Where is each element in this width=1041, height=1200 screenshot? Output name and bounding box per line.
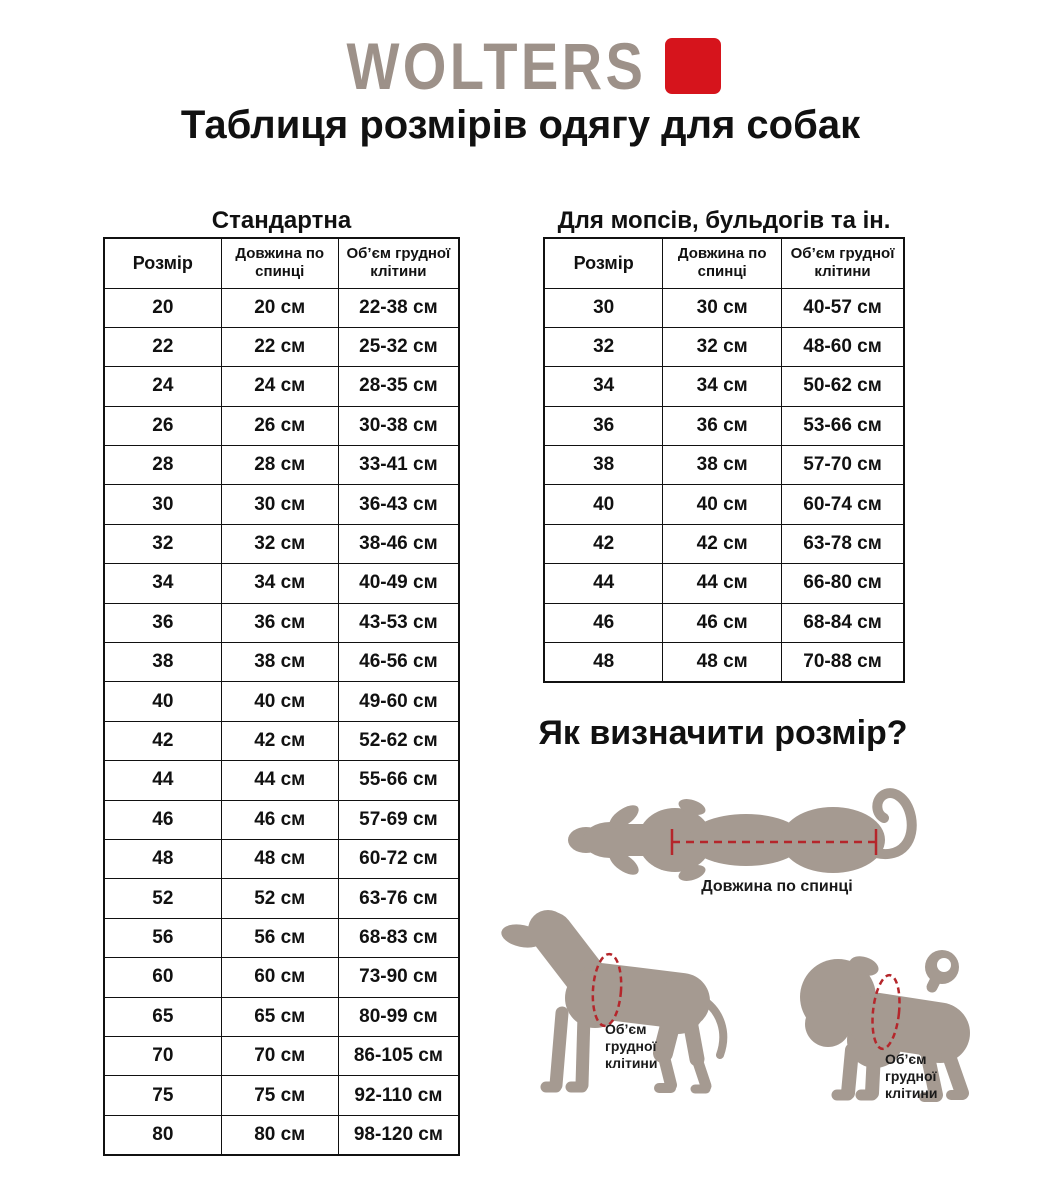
table-row: [104, 564, 459, 603]
table-cell: 36: [544, 406, 663, 445]
table-row: [544, 564, 904, 603]
table-row: [104, 839, 459, 878]
table-cell: 30-38 см: [338, 406, 459, 445]
brand-logo: [0, 26, 1041, 106]
table-row: [544, 643, 904, 682]
table-row: [104, 761, 459, 800]
table-cell: 38 см: [663, 446, 782, 485]
table-cell: 98-120 см: [338, 1115, 459, 1154]
table-cell: 80-99 см: [338, 997, 459, 1036]
table-cell: 46 см: [663, 603, 782, 642]
table-cell: 52 см: [221, 879, 338, 918]
table-cell: 32 см: [663, 327, 782, 366]
top-view-dog-silhouette: [558, 775, 918, 883]
table-row: [104, 958, 459, 997]
table-cell: 34 см: [221, 564, 338, 603]
pugs-size-table: [543, 237, 905, 683]
table-row: [104, 485, 459, 524]
pugs-table-heading: Для мопсів, бульдогів та ін.: [557, 207, 891, 234]
page-title: Таблиця розмірів одягу для собак: [180, 103, 861, 147]
table-cell: 48-60 см: [782, 327, 904, 366]
standard-table-heading: Стандартна: [211, 207, 352, 234]
table-row: [544, 524, 904, 563]
table-cell: 30 см: [221, 485, 338, 524]
table-row: [104, 682, 459, 721]
table-cell: 25-32 см: [338, 327, 459, 366]
table-cell: 44 см: [663, 564, 782, 603]
table-cell: 60-74 см: [782, 485, 904, 524]
table-cell: 33-41 см: [338, 446, 459, 485]
table-row: [104, 1115, 459, 1154]
back-length-label: Довжина по спинці: [701, 878, 853, 895]
table-cell: 70 см: [221, 1036, 338, 1075]
table-cell: 66-80 см: [782, 564, 904, 603]
table-row: [104, 918, 459, 957]
table-cell: 70-88 см: [782, 643, 904, 682]
chest-girth-label-big-dog: Об’єм грудної клітини: [605, 1021, 658, 1071]
table-cell: 36: [104, 603, 221, 642]
table-row: [104, 1036, 459, 1075]
table-cell: 57-69 см: [338, 800, 459, 839]
column-header: Довжина по спинці: [221, 238, 338, 288]
table-cell: 28: [104, 446, 221, 485]
table-cell: 46 см: [221, 800, 338, 839]
table-cell: 24 см: [221, 367, 338, 406]
table-row: [104, 327, 459, 366]
table-cell: 48: [104, 839, 221, 878]
column-header: Розмір: [544, 238, 663, 288]
table-cell: 28-35 см: [338, 367, 459, 406]
table-cell: 44: [544, 564, 663, 603]
table-cell: 70: [104, 1036, 221, 1075]
table-cell: 28 см: [221, 446, 338, 485]
table-cell: 43-53 см: [338, 603, 459, 642]
table-cell: 42: [104, 721, 221, 760]
header-row: [544, 238, 904, 288]
table-cell: 68-83 см: [338, 918, 459, 957]
table-cell: 73-90 см: [338, 958, 459, 997]
table-cell: 48 см: [663, 643, 782, 682]
table-row: [544, 367, 904, 406]
table-cell: 65 см: [221, 997, 338, 1036]
table-cell: 34: [104, 564, 221, 603]
table-cell: 49-60 см: [338, 682, 459, 721]
table-row: [104, 721, 459, 760]
table-row: [544, 288, 904, 327]
table-row: [104, 997, 459, 1036]
table-cell: 40-49 см: [338, 564, 459, 603]
table-row: [104, 603, 459, 642]
table-cell: 34: [544, 367, 663, 406]
table-cell: 48 см: [221, 839, 338, 878]
table-cell: 32: [544, 327, 663, 366]
table-cell: 26 см: [221, 406, 338, 445]
table-cell: 44: [104, 761, 221, 800]
table-cell: 22-38 см: [338, 288, 459, 327]
table-cell: 50-62 см: [782, 367, 904, 406]
table-cell: 53-66 см: [782, 406, 904, 445]
table-cell: 92-110 см: [338, 1076, 459, 1115]
table-cell: 75: [104, 1076, 221, 1115]
table-row: [104, 446, 459, 485]
table-cell: 68-84 см: [782, 603, 904, 642]
table-cell: 38: [104, 643, 221, 682]
table-cell: 52-62 см: [338, 721, 459, 760]
table-row: [544, 603, 904, 642]
table-cell: 40: [104, 682, 221, 721]
table-row: [104, 524, 459, 563]
table-cell: 46: [104, 800, 221, 839]
chest-girth-label-pug: Об’єм грудної клітини: [885, 1051, 938, 1101]
table-row: [544, 446, 904, 485]
table-cell: 44 см: [221, 761, 338, 800]
table-cell: 40-57 см: [782, 288, 904, 327]
table-row: [544, 327, 904, 366]
table-cell: 20: [104, 288, 221, 327]
table-cell: 60 см: [221, 958, 338, 997]
table-cell: 57-70 см: [782, 446, 904, 485]
table-cell: 40: [544, 485, 663, 524]
table-cell: 40 см: [663, 485, 782, 524]
table-row: [104, 288, 459, 327]
table-row: [104, 800, 459, 839]
brand-red-square-icon: [665, 38, 721, 94]
table-cell: 65: [104, 997, 221, 1036]
column-header: Розмір: [104, 238, 221, 288]
table-cell: 60: [104, 958, 221, 997]
table-cell: 26: [104, 406, 221, 445]
header-row: [104, 238, 459, 288]
standard-size-table: [103, 237, 460, 1156]
column-header: Об’єм грудної клітини: [338, 238, 459, 288]
table-cell: 63-76 см: [338, 879, 459, 918]
table-cell: 60-72 см: [338, 839, 459, 878]
table-cell: 38-46 см: [338, 524, 459, 563]
table-cell: 40 см: [221, 682, 338, 721]
table-cell: 86-105 см: [338, 1036, 459, 1075]
table-cell: 36 см: [663, 406, 782, 445]
table-cell: 56 см: [221, 918, 338, 957]
table-row: [104, 879, 459, 918]
table-cell: 46-56 см: [338, 643, 459, 682]
table-cell: 38 см: [221, 643, 338, 682]
table-cell: 46: [544, 603, 663, 642]
table-row: [544, 406, 904, 445]
table-cell: 80: [104, 1115, 221, 1154]
table-cell: 34 см: [663, 367, 782, 406]
table-cell: 55-66 см: [338, 761, 459, 800]
guide-heading: Як визначити розмір?: [538, 714, 908, 752]
table-cell: 30: [544, 288, 663, 327]
table-cell: 63-78 см: [782, 524, 904, 563]
table-row: [544, 485, 904, 524]
table-cell: 38: [544, 446, 663, 485]
table-cell: 20 см: [221, 288, 338, 327]
table-row: [104, 643, 459, 682]
table-cell: 42 см: [221, 721, 338, 760]
table-cell: 80 см: [221, 1115, 338, 1154]
table-cell: 42: [544, 524, 663, 563]
column-header: Довжина по спинці: [663, 238, 782, 288]
table-cell: 36-43 см: [338, 485, 459, 524]
table-cell: 22 см: [221, 327, 338, 366]
table-row: [104, 1076, 459, 1115]
brand-name: WOLTERS: [346, 29, 647, 103]
table-cell: 52: [104, 879, 221, 918]
table-cell: 22: [104, 327, 221, 366]
table-cell: 32: [104, 524, 221, 563]
table-cell: 32 см: [221, 524, 338, 563]
table-cell: 56: [104, 918, 221, 957]
table-cell: 24: [104, 367, 221, 406]
table-cell: 36 см: [221, 603, 338, 642]
column-header: Об’єм грудної клітини: [782, 238, 904, 288]
table-cell: 30: [104, 485, 221, 524]
table-cell: 75 см: [221, 1076, 338, 1115]
table-row: [104, 367, 459, 406]
table-cell: 48: [544, 643, 663, 682]
table-cell: 30 см: [663, 288, 782, 327]
table-row: [104, 406, 459, 445]
table-cell: 42 см: [663, 524, 782, 563]
